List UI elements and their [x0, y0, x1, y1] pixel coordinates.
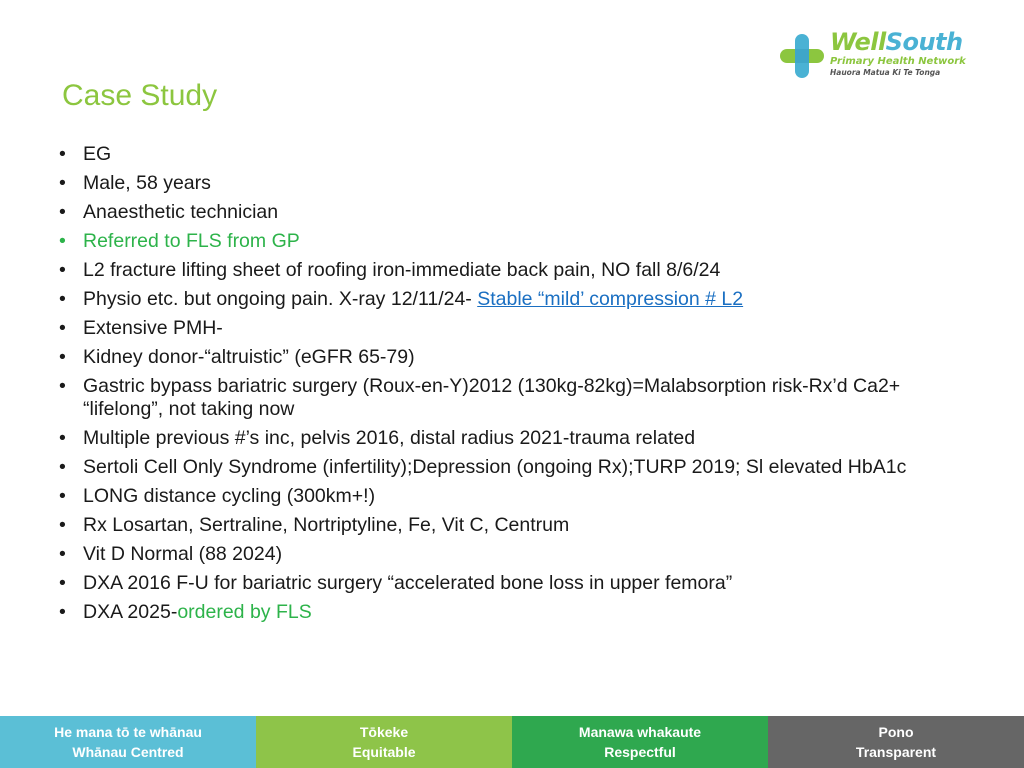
footer-value-english: Equitable	[352, 744, 416, 760]
footer-value-english: Whānau Centred	[72, 744, 184, 760]
bullet-item: • Male, 58 years	[57, 172, 957, 195]
logo-title: WellSouth	[830, 28, 963, 56]
footer-value-maori: Pono	[878, 724, 914, 740]
footer-value-english: Respectful	[604, 744, 676, 760]
footer-value-maori: Tōkeke	[359, 724, 409, 740]
medical-cross-icon	[778, 32, 826, 80]
slide-title: Case Study	[62, 79, 218, 112]
xray-report-link[interactable]: Stable “mild’ compression # L2	[477, 288, 744, 310]
bullet-item: • Kidney donor-“altruistic” (eGFR 65-79)	[57, 346, 957, 369]
values-footer	[0, 716, 1024, 768]
bullet-item: • DXA 2025-ordered by FLS	[57, 601, 957, 624]
footer-value-maori: He mana tō te whānau	[54, 724, 202, 740]
footer-value-english: Transparent	[855, 744, 937, 760]
bullet-item: • EG	[57, 143, 957, 166]
bullet-item: • LONG distance cycling (300km+!)	[57, 485, 957, 508]
bullet-item-referral: • Referred to FLS from GP	[57, 230, 957, 253]
logo-tagline: Hauora Matua Ki Te Tonga	[830, 68, 941, 77]
bullet-item: • Anaesthetic technician	[57, 201, 957, 224]
bullet-list	[57, 143, 957, 630]
footer-value-transparent	[768, 716, 1024, 768]
footer-value-respectful	[512, 716, 768, 768]
footer-value-whanau-centred	[0, 716, 256, 768]
bullet-item: • Physio etc. but ongoing pain. X-ray 12/11/24- Stable “mild’ compression # L2	[57, 288, 957, 311]
logo-subtitle: Primary Health Network	[830, 56, 966, 67]
bullet-item: • Gastric bypass bariatric surgery (Roux-en-Y)2012 (130kg-82kg)=Malabsorption risk-Rx’d Ca2+ “lifelong”, not taking now	[57, 375, 957, 421]
logo-text	[830, 28, 980, 78]
bullet-item: • Vit D Normal (88 2024)	[57, 543, 957, 566]
bullet-item: • Rx Losartan, Sertraline, Nortriptyline, Fe, Vit C, Centrum	[57, 514, 957, 537]
bullet-item: • Sertoli Cell Only Syndrome (infertility);Depression (ongoing Rx);TURP 2019; Sl elevated HbA1c	[57, 456, 957, 479]
wellsouth-logo	[778, 28, 978, 84]
footer-value-maori: Manawa whakaute	[578, 724, 702, 740]
bullet-item: • DXA 2016 F-U for bariatric surgery “accelerated bone loss in upper femora”	[57, 572, 957, 595]
fls-highlight: ordered by FLS	[177, 601, 312, 623]
footer-value-equitable	[256, 716, 512, 768]
bullet-item: • Extensive PMH-	[57, 317, 957, 340]
bullet-item: • Multiple previous #’s inc, pelvis 2016, distal radius 2021-trauma related	[57, 427, 957, 450]
bullet-item: • L2 fracture lifting sheet of roofing iron-immediate back pain, NO fall 8/6/24	[57, 259, 957, 282]
